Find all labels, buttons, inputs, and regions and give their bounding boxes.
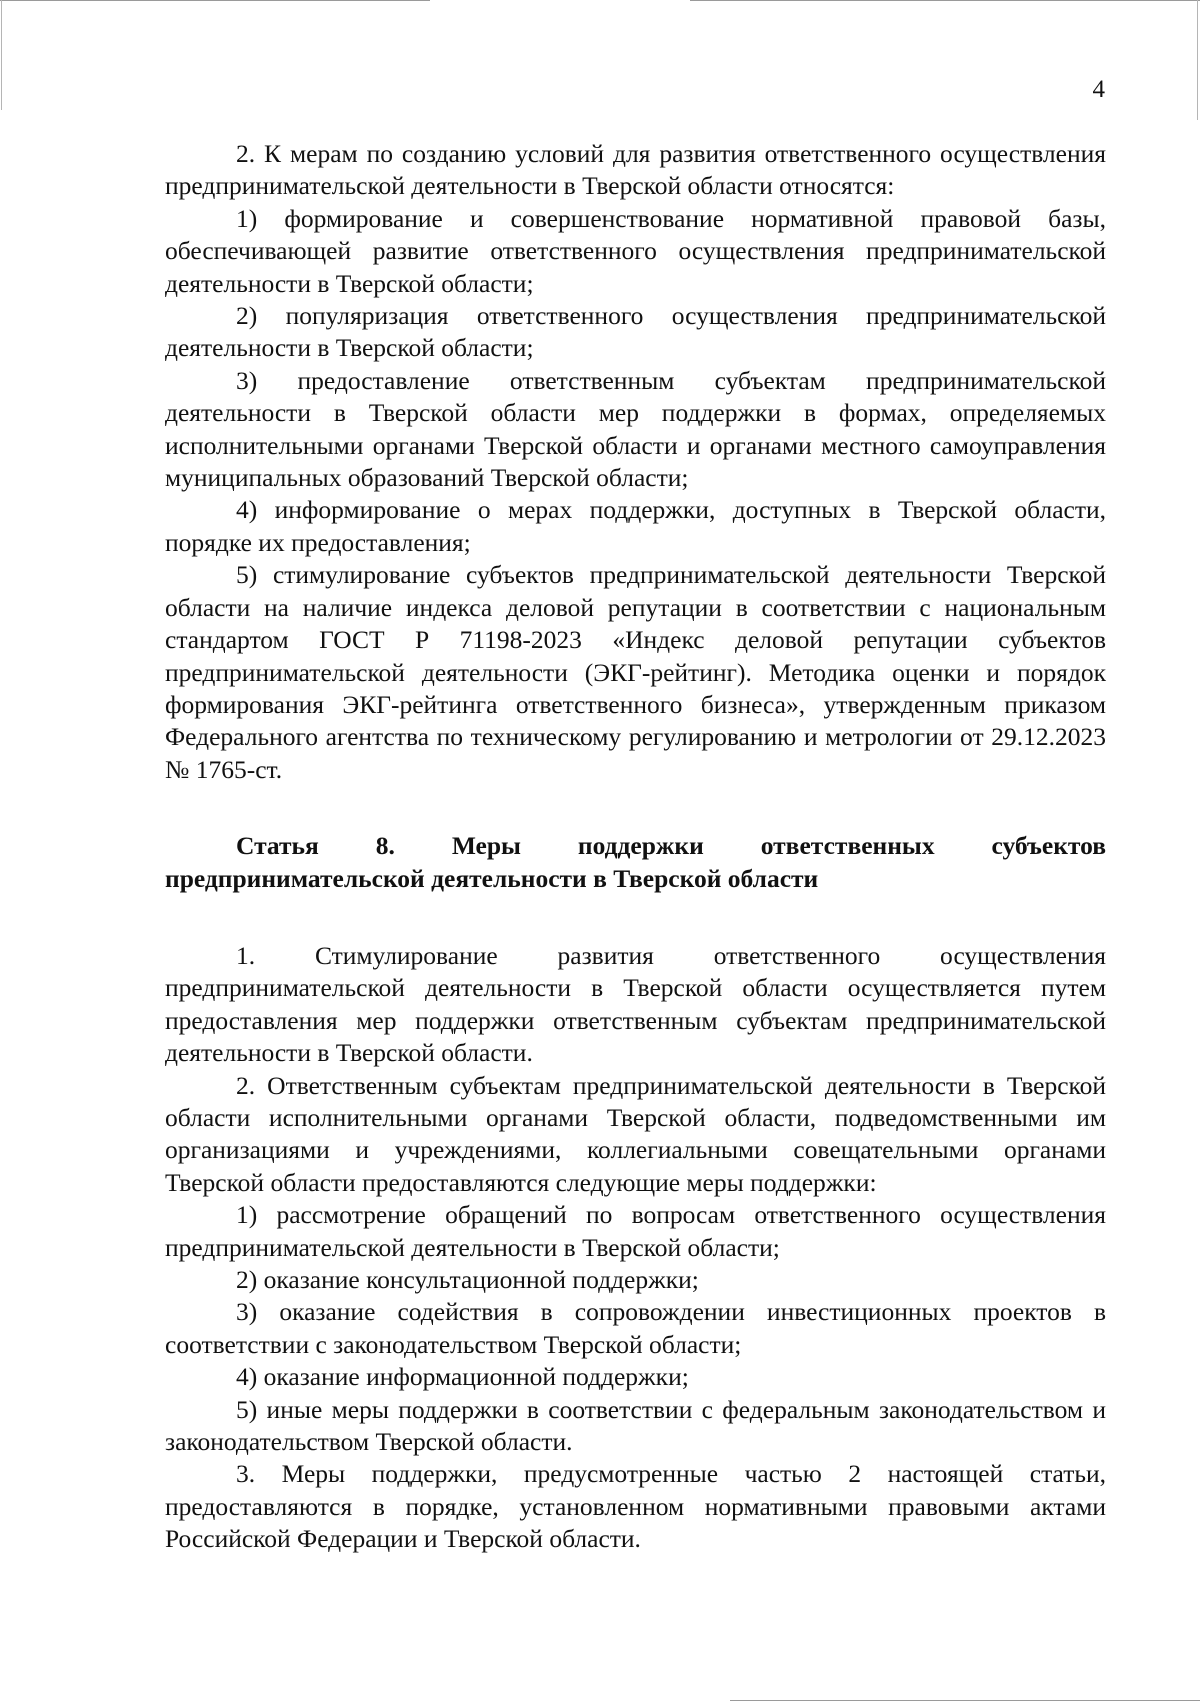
list-item: 1) рассмотрение обращений по вопросам ответственного осуществления предпринимательской деятельности в Тверской области; xyxy=(165,1200,1106,1262)
list-item: 2) оказание консультационной поддержки; xyxy=(236,1265,699,1294)
page-number: 4 xyxy=(1092,76,1105,103)
article-part-3: 3. Меры поддержки, предусмотренные частью 2 настоящей статьи, предоставляются в порядке, установленном нормативными правовыми актами Российской Федерации и Тверской области. xyxy=(165,1459,1106,1554)
section-intro: 2. К мерам по созданию условий для развития ответственного осуществления предпринимательской деятельности в Тверской области относятся: xyxy=(165,139,1106,201)
list-item: 2) популяризация ответственного осуществления предпринимательской деятельности в Тверской области; xyxy=(165,301,1106,363)
article-part-1: 1. Стимулирование развития ответственного осуществления предпринимательской деятельности в Тверской области осуществляется путем предоставления мер поддержки ответственным субъектам предпринимательской деятельности в Тверской области. xyxy=(165,940,1106,1068)
document-body xyxy=(165,138,1106,1556)
article-heading: Статья 8. Меры поддержки ответственных субъектов предпринимательской деятельности в Тверской области xyxy=(165,831,1106,893)
scan-left-edge xyxy=(1,0,2,110)
list-item: 3) предоставление ответственным субъектам предпринимательской деятельности в Тверской области мер поддержки в формах, определяемых исполнительными органами Тверской области и органами местного самоуправления муниципальных образований Тверской области; xyxy=(165,365,1106,493)
scan-bottom-rule xyxy=(730,1700,1200,1701)
list-item: 5) стимулирование субъектов предпринимательской деятельности Тверской области на наличие индекса деловой репутации в соответствии с национальным стандартом ГОСТ Р 71198-2023 «Индекс деловой репутации субъектов предпринимательской деятельности (ЭКГ-рейтинг). Методика оценки и порядок формирования ЭКГ-рейтинга ответственного бизнеса», утвержденным приказом Федерального агентства по техническому регулированию и метрологии от 29.12.2023 № 1765-ст. xyxy=(165,560,1106,784)
list-item: 4) оказание информационной поддержки; xyxy=(236,1362,689,1392)
list-item: 3) оказание содействия в сопровождении инвестиционных проектов в соответствии с законодательством Тверской области; xyxy=(165,1297,1106,1359)
list-item: 5) иные меры поддержки в соответствии с федеральным законодательством и законодательством Тверской области. xyxy=(165,1394,1106,1457)
scan-top-rule-right xyxy=(690,0,1200,1)
scan-top-rule-left xyxy=(0,0,430,1)
list-item: 1) формирование и совершенствование нормативной правовой базы, обеспечивающей развитие ответственного осуществления предпринимательской деятельности в Тверской области; xyxy=(165,203,1106,298)
article-part-2-intro: 2. Ответственным субъектам предпринимательской деятельности в Тверской области исполнительными органами Тверской области, подведомственными им организациями и учреждениями, коллегиальными совещательными органами Тверской области предоставляются следующие меры поддержки: xyxy=(165,1070,1106,1197)
scan-right-edge xyxy=(1197,0,1198,120)
list-item: 4) информирование о мерах поддержки, доступных в Тверской области, порядке их предоставления; xyxy=(165,495,1106,557)
